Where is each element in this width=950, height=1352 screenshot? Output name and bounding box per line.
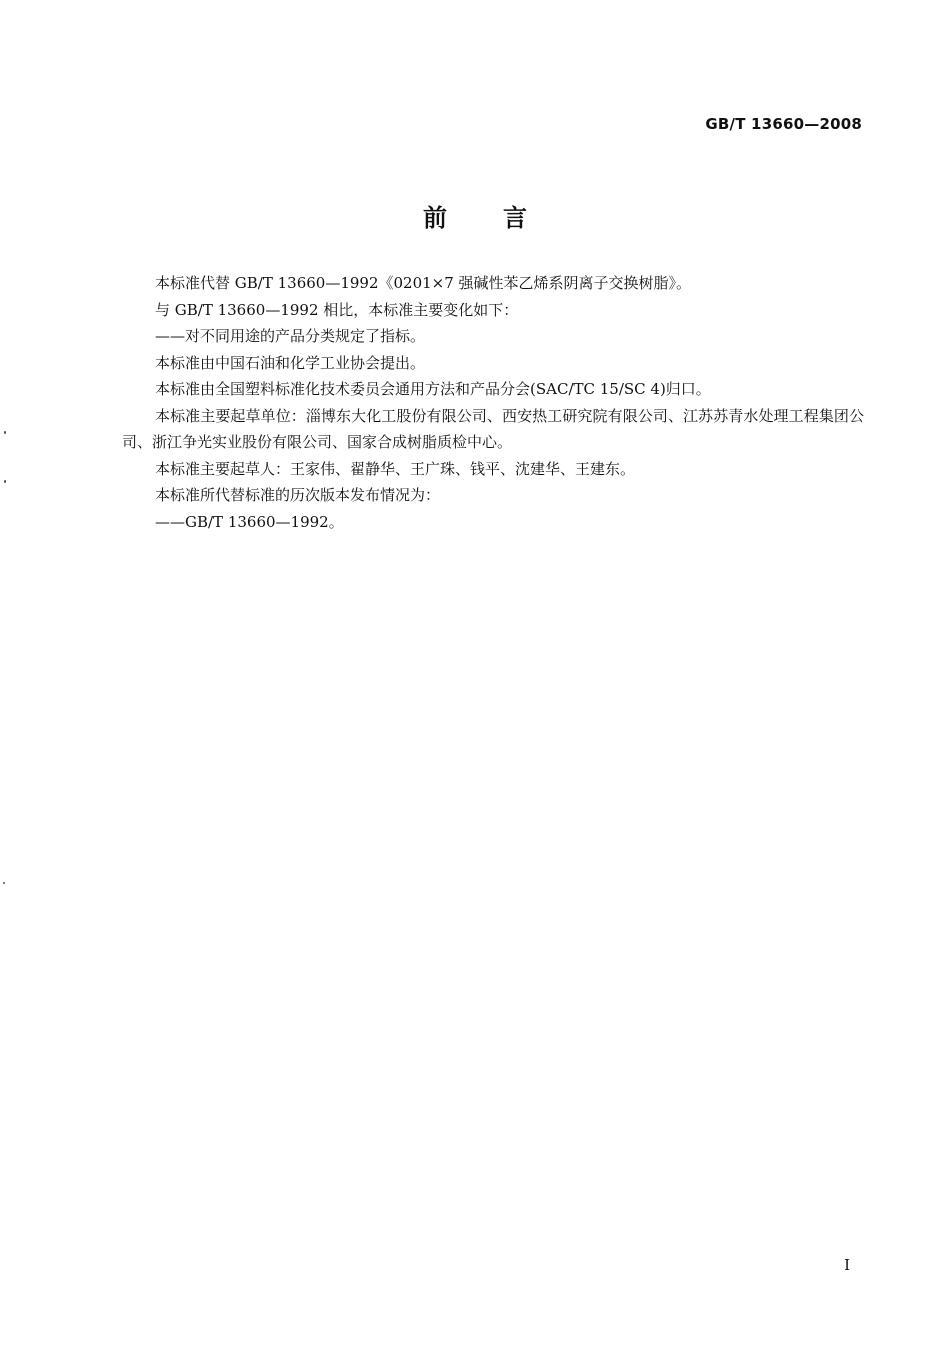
scan-speck <box>4 480 6 483</box>
preface-body <box>122 270 864 535</box>
page-number: I <box>844 1256 850 1274</box>
paragraph-proposed-by: 本标准由中国石油和化学工业协会提出。 <box>155 353 426 372</box>
paragraph-drafters: 本标准主要起草人：王家伟、翟静华、王广珠、钱平、沈建华、王建东。 <box>155 459 636 478</box>
standard-number: GB/T 13660—2008 <box>705 115 862 133</box>
paragraph-previous-edition-item: ——GB/T 13660—1992。 <box>155 512 344 531</box>
paragraph-changes-intro: 与 GB/T 13660—1992 相比，本标准主要变化如下： <box>155 300 519 319</box>
page-title: 前言 <box>423 204 583 232</box>
paragraph-drafting-units: 本标准主要起草单位：淄博东大化工股份有限公司、西安热工研究院有限公司、江苏苏青水处理工程集团公司、浙江争光实业股份有限公司、国家合成树脂质检中心。 <box>122 406 864 451</box>
scan-speck <box>3 882 5 884</box>
paragraph-change-item: ——对不同用途的产品分类规定了指标。 <box>155 327 426 345</box>
paragraph-replaces: 本标准代替 GB/T 13660—1992《0201×7 强碱性苯乙烯系阴离子交换树脂》。 <box>155 274 692 292</box>
paragraph-previous-editions: 本标准所代替标准的历次版本发布情况为： <box>155 486 441 504</box>
paragraph-centralized-by: 本标准由全国塑料标准化技术委员会通用方法和产品分会(SAC/TC 15/SC 4)归口。 <box>155 380 711 398</box>
scan-speck <box>4 431 6 434</box>
